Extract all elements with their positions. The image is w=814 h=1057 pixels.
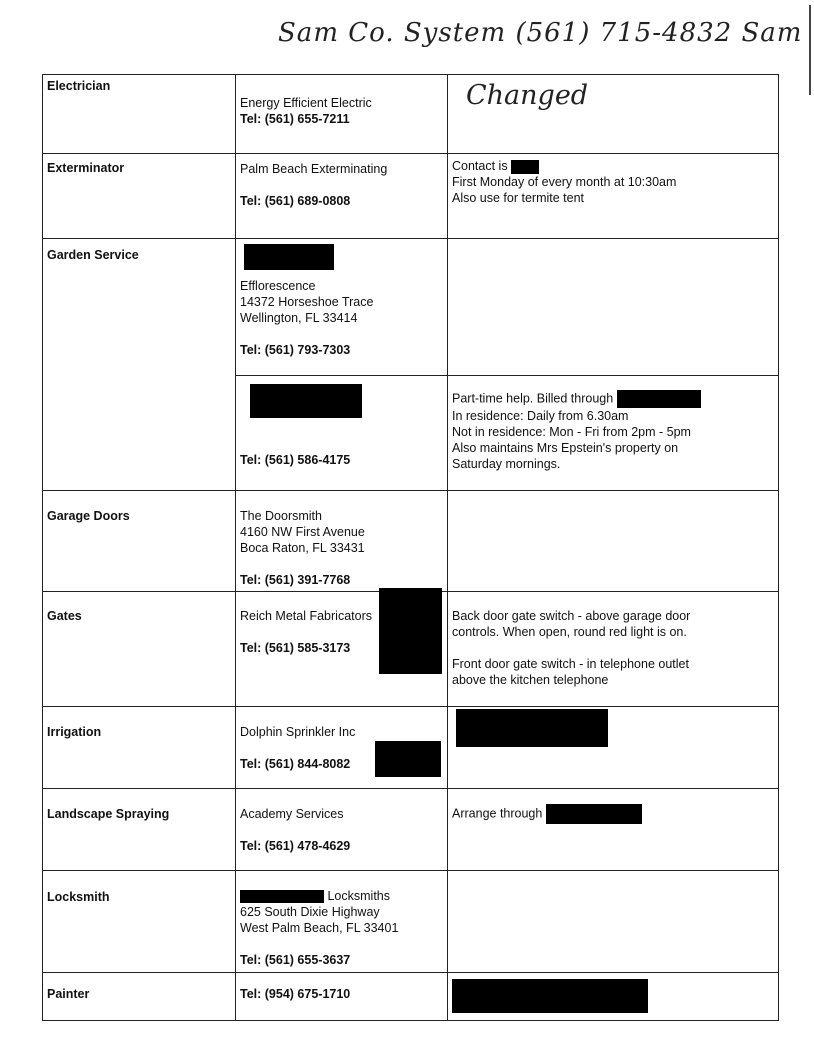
company-name: Dolphin Sprinkler Inc [240,725,356,739]
redaction-block [375,741,441,777]
phone-number: Tel: (561) 478-4629 [240,839,351,853]
note-line: Also use for termite tent [452,191,585,205]
service-label: Gates [43,592,236,707]
redaction-block [546,804,642,824]
notes-cell [448,75,779,154]
notes-cell [448,871,779,973]
service-label: Garage Doors [43,491,236,592]
company-name: The Doorsmith [240,509,322,523]
phone-number: Tel: (561) 655-7211 [240,112,350,126]
redaction-block [250,384,362,418]
phone-number: Tel: (561) 586-4175 [240,453,351,467]
table-row [43,707,779,789]
note-line: Contact is [452,158,774,174]
service-label: Irrigation [43,707,236,789]
service-label: Electrician [43,75,236,154]
note-line: First Monday of every month at 10:30am [452,175,677,189]
table-row [43,154,779,239]
redaction-block [456,709,608,747]
address-line: Boca Raton, FL 33431 [240,541,365,555]
vendor-directory-table [42,74,779,1021]
note-line: Front door gate switch - in telephone outlet [452,657,689,671]
handwritten-changed-note: Changed [466,80,589,111]
address-line: West Palm Beach, FL 33401 [240,921,399,935]
service-label: Locksmith [43,871,236,973]
phone-number: Tel: (561) 689-0808 [240,194,351,208]
redaction-block [452,979,648,1013]
redaction-block [244,244,334,270]
company-name: Energy Efficient Electric [240,96,372,110]
note-line: Also maintains Mrs Epstein's property on [452,441,679,455]
company-name: Academy Services [240,807,344,821]
service-label: Exterminator [43,154,236,239]
redaction-block [511,160,539,174]
note-line: In residence: Daily from 6.30am [452,409,629,423]
note-line: Back door gate switch - above garage door [452,609,691,623]
company-name: Palm Beach Exterminating [240,162,388,176]
table-row [43,75,779,154]
address-line: 14372 Horseshoe Trace [240,295,374,309]
note-line: Not in residence: Mon - Fri from 2pm - 5pm [452,425,691,439]
service-label: Landscape Spraying [43,789,236,871]
note-line: Arrange through [452,804,774,824]
company-name: Reich Metal Fabricators [240,609,372,623]
redaction-block [617,390,701,408]
address-line: Wellington, FL 33414 [240,311,358,325]
notes-cell [448,239,779,376]
table-row [43,491,779,592]
notes-cell [448,491,779,592]
note-line: above the kitchen telephone [452,673,609,687]
service-label: Garden Service [43,239,236,491]
address-line: 4160 NW First Avenue [240,525,365,539]
table-row [43,973,779,1021]
table-row [43,871,779,973]
table-row [43,592,779,707]
service-label: Painter [43,973,236,1021]
redaction-block [240,890,324,903]
phone-number: Tel: (954) 675-1710 [240,987,351,1001]
note-line: Part-time help. Billed through [452,390,774,408]
address-line: 625 South Dixie Highway [240,905,380,919]
redaction-block [379,588,442,674]
company-name: Efflorescence [240,279,316,293]
note-line: controls. When open, round red light is on. [452,625,687,639]
table-row [43,239,779,376]
table-row [43,789,779,871]
note-line: Saturday mornings. [452,457,561,471]
phone-number: Tel: (561) 585-3173 [240,641,351,655]
phone-number: Tel: (561) 844-8082 [240,757,351,771]
phone-number: Tel: (561) 793-7303 [240,343,351,357]
phone-number: Tel: (561) 391-7768 [240,573,351,587]
handwritten-header-note: Sam Co. System (561) 715-4832 Sam [278,18,803,48]
margin-line [809,5,811,95]
phone-number: Tel: (561) 655-3637 [240,953,351,967]
company-name: Locksmiths [240,888,443,904]
